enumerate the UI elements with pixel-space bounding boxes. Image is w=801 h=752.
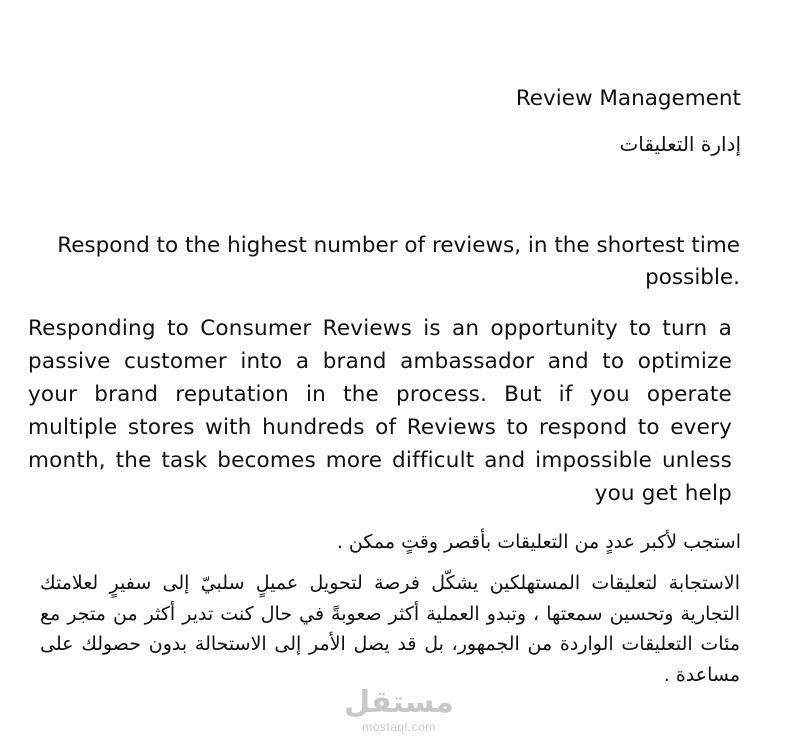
title-english: Review Management <box>515 86 741 111</box>
watermark-url: mostaql.com <box>362 720 436 734</box>
body-paragraph-english: Responding to Consumer Reviews is an opportunity to turn a passive customer into a brand ambassador and to optimize your brand reputation in the process. But if you operate multiple stores with hundreds of Reviews to respond to every month, the task becomes more difficult and impossible unless you get help <box>28 316 732 506</box>
body-paragraph-arabic: الاستجابة لتعليقات المستهلكين يشكّل فرصة لتحويل عميلٍ سلبيّ إلى سفيرٍ لعلامتك التجارية وتحسين سمعتها ، وتبدو العملية أكثر صعوبةً في حال كنت تدير أكثر من متجر مع مئات التعليقات الواردة من الجمهور، بل قد يصل الأمر إلى الاستحالة بدون حصولك على مساعدة . <box>40 572 740 686</box>
lead-paragraph-english: Respond to the highest number of reviews, in the shortest time possible. <box>57 233 740 290</box>
mostaql-watermark <box>344 686 454 734</box>
title-arabic: إدارة التعليقات <box>619 132 741 156</box>
watermark-logo: مستقل <box>344 685 454 720</box>
lead-paragraph-arabic: استجب لأكبر عددٍ من التعليقات بأقصر وقتٍ ممكن . <box>336 531 741 553</box>
